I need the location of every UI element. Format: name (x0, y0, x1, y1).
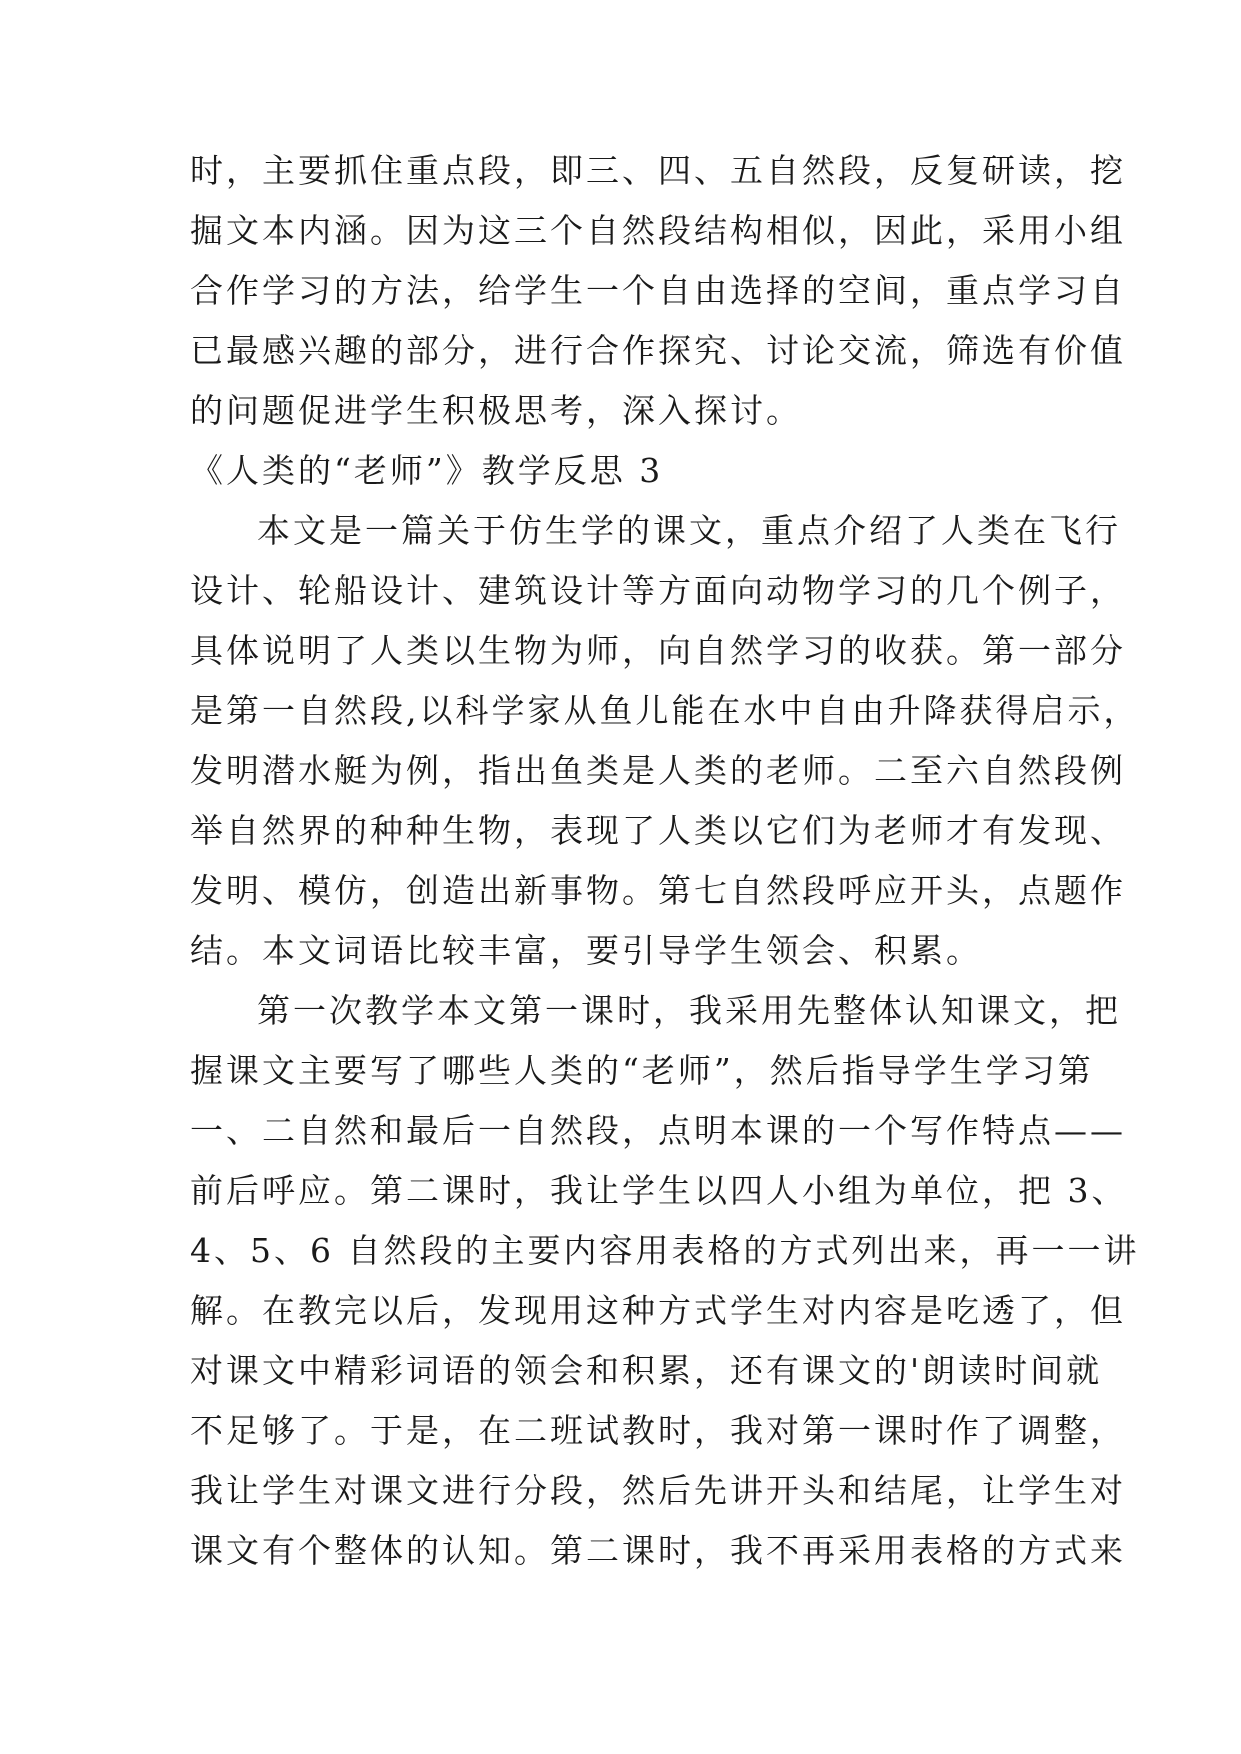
text-line: 的问题促进学生积极思考，深入探讨。 (190, 391, 802, 430)
text-line: 4、5、6 自然段的主要内容用表格的方式列出来，再一一讲 (190, 1231, 1140, 1270)
text-line: 握课文主要写了哪些人类的“老师”，然后指导学生学习第 (190, 1051, 1094, 1090)
paragraph-first-line: 本文是一篇关于仿生学的课文，重点介绍了人类在飞行 (257, 511, 1121, 550)
text-line: 一、二自然和最后一自然段，点明本课的一个写作特点—— (190, 1111, 1126, 1150)
text-line: 设计、轮船设计、建筑设计等方面向动物学习的几个例子， (190, 571, 1126, 610)
text-line: 课文有个整体的认知。第二课时，我不再采用表格的方式来 (190, 1531, 1126, 1570)
paragraph-first-line: 第一次教学本文第一课时，我采用先整体认知课文，把 (257, 991, 1121, 1030)
text-line: 结。本文词语比较丰富，要引导学生领会、积累。 (190, 931, 982, 970)
text-line: 我让学生对课文进行分段，然后先讲开头和结尾，让学生对 (190, 1471, 1126, 1510)
text-line: 发明、模仿，创造出新事物。第七自然段呼应开头，点题作 (190, 871, 1126, 910)
text-line: 已最感兴趣的部分，进行合作探究、讨论交流，筛选有价值 (190, 331, 1126, 370)
text-line: 不足够了。于是，在二班试教时，我对第一课时作了调整， (190, 1411, 1126, 1450)
text-line: 时，主要抓住重点段，即三、四、五自然段，反复研读，挖 (190, 151, 1126, 190)
text-line: 解。在教完以后，发现用这种方式学生对内容是吃透了，但 (190, 1291, 1126, 1330)
section-heading: 《人类的“老师”》教学反思 3 (190, 451, 664, 490)
text-line: 前后呼应。第二课时，我让学生以四人小组为单位，把 3、 (190, 1171, 1128, 1210)
text-line: 对课文中精彩词语的领会和积累，还有课文的'朗读时间就 (190, 1351, 1103, 1390)
text-line: 掘文本内涵。因为这三个自然段结构相似，因此，采用小组 (190, 211, 1126, 250)
text-line: 合作学习的方法，给学生一个自由选择的空间，重点学习自 (190, 271, 1126, 310)
text-line: 是第一自然段,以科学家从鱼儿能在水中自由升降获得启示， (190, 691, 1140, 730)
text-line: 发明潜水艇为例，指出鱼类是人类的老师。二至六自然段例 (190, 751, 1126, 790)
text-line: 举自然界的种种生物，表现了人类以它们为老师才有发现、 (190, 811, 1126, 850)
text-line: 具体说明了人类以生物为师，向自然学习的收获。第一部分 (190, 631, 1126, 670)
